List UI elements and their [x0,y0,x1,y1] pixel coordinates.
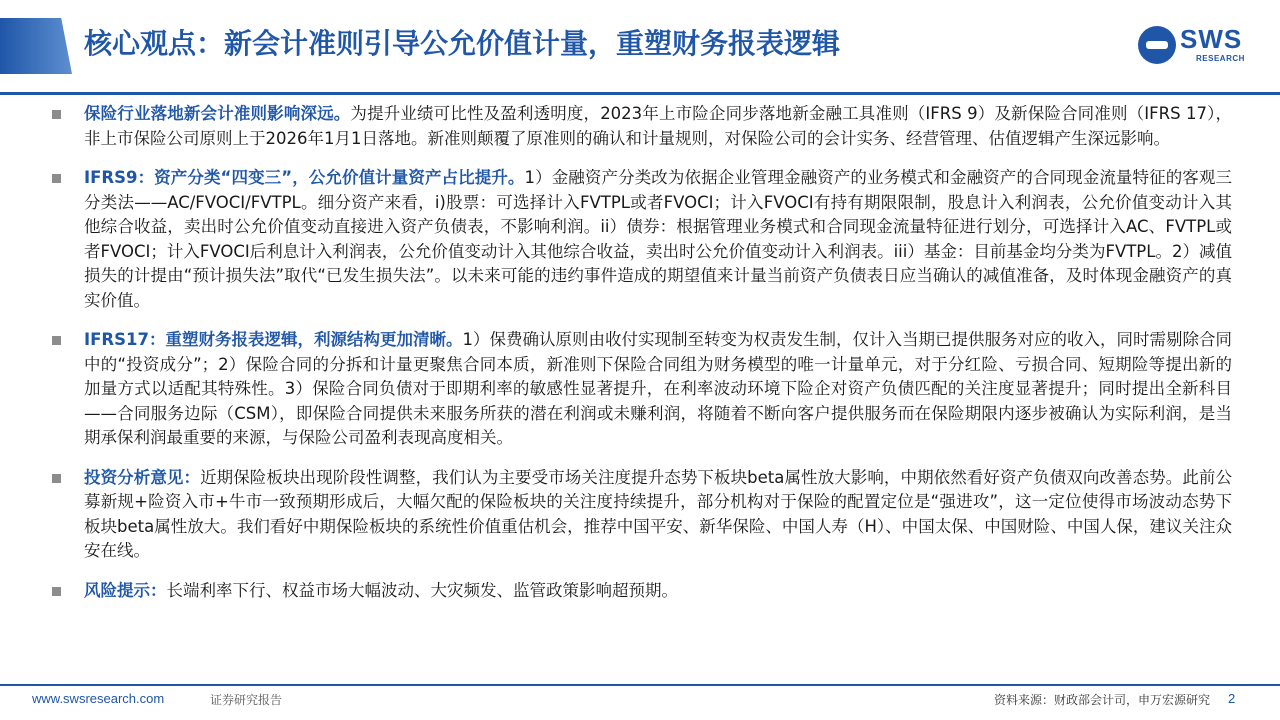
footer-divider [0,684,1280,686]
footer [0,684,1280,720]
paragraph-ifrs9 [52,166,1232,313]
paragraph-ifrs17 [52,328,1232,451]
paragraph-body: 为提升业绩可比性及盈利透明度，2023年上市险企同步落地新金融工具准则（IFRS 9）及新保险合同准则（IFRS 17），非上市保险公司原则上于2026年1月1日落地。新准则颠覆了原准则的确认和计量规则，对保险公司的会计实务、经营管理、估值逻辑产生深远影响。 [84,104,1232,148]
paragraph-body: 1）保费确认原则由收付实现制至转变为权责发生制，仅计入当期已提供服务对应的收入，同时需剔除合同中的“投资成分”；2）保险合同的分拆和计量更聚焦合同本质，新准则下保险合同组为财务模型的唯一计量单元，对于分红险、亏损合同、短期险等提出新的加量方式以适配其特殊性。3）保险合同负债对于即期利率的敏感性显著提升，在利率波动环境下险企对资产负债匹配的关注度显著提升；同时提出全新科目——合同服务边际（CSM），即保险合同提供未来服务所获的潜在利润或未赚利润，将随着不断向客户提供服务而在保险期限内逐步被确认为实际利润，是当期承保利润最重要的来源，与保险公司盈利表现高度相关。 [84,330,1233,447]
paragraph-lead: IFRS17：重塑财务报表逻辑，利源结构更加清晰。 [84,330,463,349]
footer-website-link[interactable]: www.swsresearch.com [32,691,165,706]
sws-logo [1138,24,1258,68]
paragraph-lead: 投资分析意见： [84,467,201,487]
paragraph-accounting-standards [52,102,1232,151]
square-bullet-icon [52,110,61,119]
paragraph-lead: 保险行业落地新会计准则影响深远。 [84,104,351,123]
paragraph-lead: 风险提示： [84,580,167,600]
paragraph-body: 1）金融资产分类改为依据企业管理金融资产的业务模式和金融资产的合同现金流量特征的客观三分类法——AC/FVOCI/FVTPL。细分资产来看，i)股票：可选择计入FVTPL或者FVOCI；计入FVOCI有持有期限限制，股息计入利润表，公允价值变动计入其他综合收益，卖出时公允价值变动直接进入资产负债表，不影响利润。ii）债券：根据管理业务模式和合同现金流量特征进行划分，可选择计入AC、FVTPL或者FVOCI；计入FVOCI后利息计入利润表，公允价值变动计入其他综合收益，卖出时公允价值变动计入利润表。iii）基金：目前基金均分类为FVTPL。2）减值损失的计提由“预计损失法”取代“已发生损失法”。以未来可能的违约事件造成的期望值来计量当前资产负债表日应当确认的减值准备，及时体现金融资产的真实价值。 [84,168,1232,310]
page-title: 核心观点：新会计准则引导公允价值计量，重塑财务报表逻辑 [84,27,841,60]
title-divider [0,92,1280,95]
square-bullet-icon [52,336,61,345]
footer-report-label: 证券研究报告 [210,693,283,707]
page-number: 2 [1228,691,1236,706]
paragraph-investment-view [52,466,1232,564]
square-bullet-icon [52,174,61,183]
logo-text: SWS [1180,24,1243,54]
square-bullet-icon [52,474,61,483]
square-bullet-icon [52,587,61,596]
title-bar [0,0,1280,96]
footer-source: 资料来源：财政部会计司，申万宏源研究 [993,693,1210,707]
logo-subtext: RESEARCH [1196,54,1245,63]
logo-mark-icon [1138,26,1176,64]
content-body [52,102,1232,603]
paragraph-body: 近期保险板块出现阶段性调整，我们认为主要受市场关注度提升态势下板块beta属性放大影响，中期依然看好资产负债双向改善态势。此前公募新规+险资入市+牛市一致预期形成后，大幅欠配的保险板块的关注度持续提升，部分机构对于保险的配置定位是“强进攻”，这一定位使得市场波动态势下板块beta属性放大。我们看好中期保险板块的系统性价值重估机会，推荐中国平安、新华保险、中国人寿（H）、中国太保、中国财险、中国人保，建议关注众安在线。 [84,467,1232,560]
paragraph-lead: IFRS9：资产分类“四变三”，公允价值计量资产占比提升。 [84,168,525,187]
paragraph-body: 长端利率下行、权益市场大幅波动、大灾频发、监管政策影响超预期。 [166,580,678,600]
paragraph-risk-warning [52,579,1232,604]
